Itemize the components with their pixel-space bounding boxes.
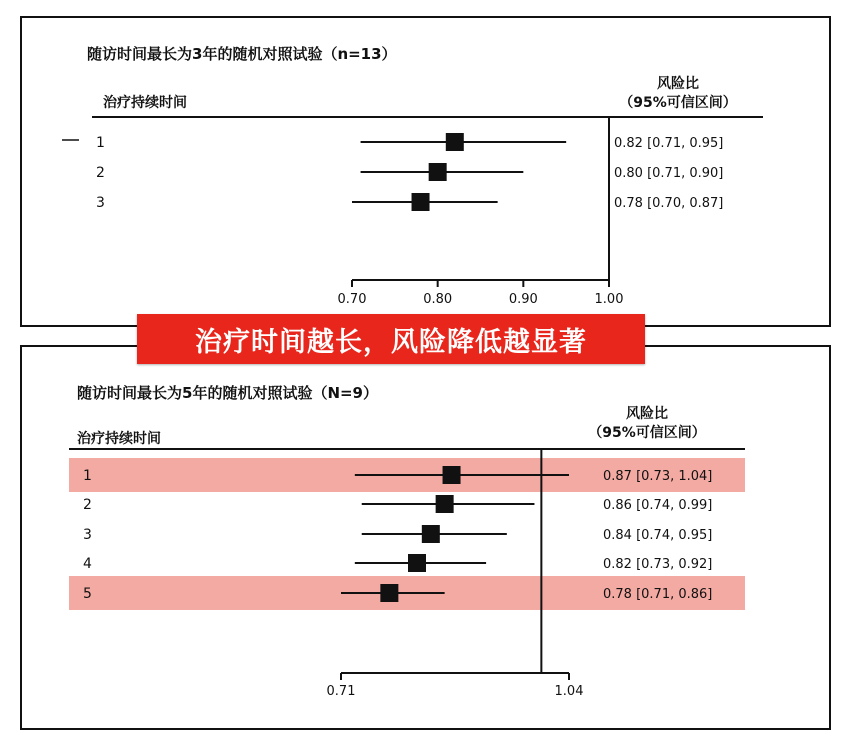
row-label: 5 [83,586,92,602]
x-tick-label: 0.90 [508,292,538,307]
value-header-subtitle: （95%可信区间） [588,425,706,441]
row-label: 4 [83,556,92,572]
forest-plot-1 [92,117,763,307]
ci-value-label: 0.87 [0.73, 1.04] [603,469,713,484]
row-label: 3 [83,527,92,543]
point-estimate [429,163,447,181]
forest-plot-2 [69,449,745,699]
point-estimate [380,584,398,602]
ci-value-label: 0.86 [0.74, 0.99] [603,498,713,513]
x-tick-label: 0.80 [423,292,453,307]
x-tick-label: 1.04 [554,684,584,699]
row-label: 1 [83,468,92,484]
row-header-5yr: 治疗持续时间 [77,431,161,447]
row-label: 3 [96,195,105,211]
point-estimate [446,133,464,151]
ci-value-label: 0.82 [0.73, 0.92] [603,557,713,572]
point-estimate [412,193,430,211]
x-tick-label: 0.70 [337,292,367,307]
conclusion-banner: 治疗时间越长，风险降低越显著 [137,314,645,364]
row-header-3yr: 治疗持续时间 [103,95,187,111]
ci-value-label: 0.82 [0.71, 0.95] [614,136,724,151]
row-label: 2 [83,497,92,513]
value-header-title: 风险比 [657,76,699,92]
panel-title-3yr: 随访时间最长为3年的随机对照试验（n=13） [87,45,397,63]
ci-value-label: 0.80 [0.71, 0.90] [614,166,724,181]
point-estimate [422,525,440,543]
ci-value-label: 0.78 [0.70, 0.87] [614,196,724,211]
row-label: 1 [96,135,105,151]
ci-value-label: 0.84 [0.74, 0.95] [603,528,713,543]
point-estimate [436,495,454,513]
ci-value-label: 0.78 [0.71, 0.86] [603,587,713,602]
point-estimate [408,554,426,572]
x-tick-label: 0.71 [326,684,356,699]
x-tick-label: 1.00 [594,292,624,307]
row-label: 2 [96,165,105,181]
value-header-subtitle: （95%可信区间） [619,95,737,111]
point-estimate [443,466,461,484]
value-header-title: 风险比 [626,406,668,422]
panel-title-5yr: 随访时间最长为5年的随机对照试验（N=9） [77,384,378,402]
